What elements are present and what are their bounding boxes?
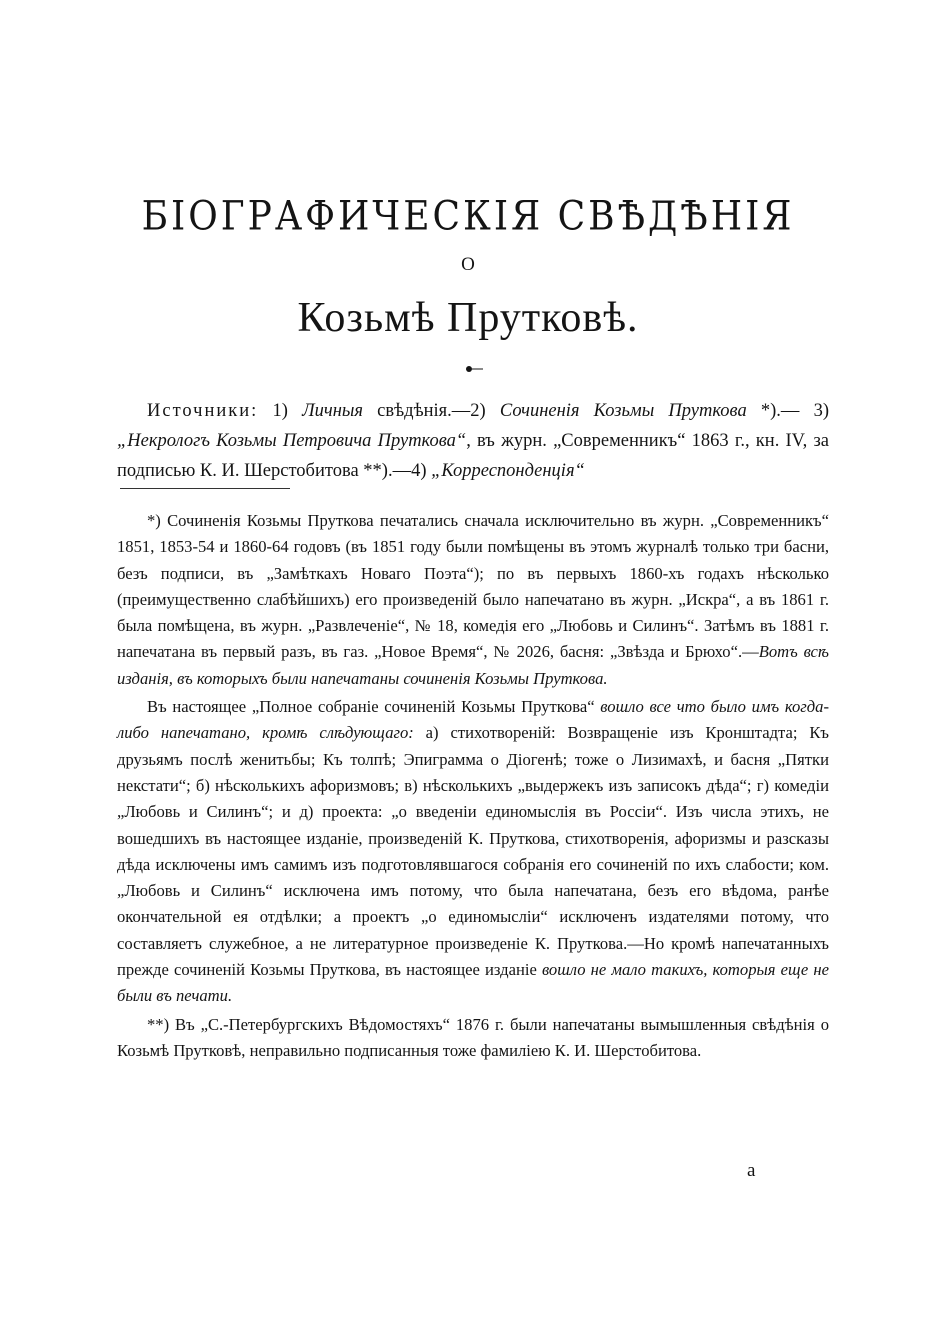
ornament-divider-icon	[458, 364, 484, 374]
footnote-separator	[120, 488, 290, 489]
footnote-1-continuation	[117, 694, 829, 1010]
footnote-1-tail: Вотъ всѣ изданія, въ которыхъ были напечатаны сочиненія Козьмы Пруткова.	[117, 642, 829, 688]
subject-name: Козьмѣ Прутковѣ.	[297, 295, 639, 341]
footnote-1-cont-b: вошло все что было имъ когда-либо напечатано, кромѣ слѣдующаго:	[117, 697, 829, 743]
footnote-2-text: **) Въ „С.-Петербургскихъ Вѣдомостяхъ“ 1876 г. были напечатаны вымышленныя свѣдѣнія о Козьмѣ Прутковѣ, неправильно подписанныя тоже фамиліею К. И. Шерстобитова.	[117, 1014, 829, 1060]
source-1: Личныя	[302, 401, 364, 421]
sources-paragraph	[117, 396, 829, 486]
source-3: „Некрологъ Козьмы Петровича Пруткова“	[117, 431, 467, 451]
source-4: „Корреспонденція“	[431, 461, 585, 481]
footnote-1-text: *) Сочиненія Козьмы Пруткова печатались сначала исключительно въ журн. „Современникъ“ 1851, 1853-54 и 1860-64 годовъ (въ 1851 году были помѣщены въ этомъ журналѣ только три басни, безъ подписи, въ „Замѣткахъ Новаго Поэта“); по въ первыхъ 1860-хъ годахъ нѣсколько (преимущественно слабѣйшихъ) его произведеній было напечатано въ журн. „Искра“, а въ 1861 г. была помѣщена, въ журн. „Развлеченіе“, № 18, комедія его „Любовь и Силинъ“. Затѣмъ въ 1881 г. напечатана въ первый разъ, въ газ. „Новое Время“, № 2026, басня: „Звѣзда и Брюхо“.—	[117, 511, 829, 662]
source-2: Сочиненія Козьмы Пруткова	[499, 401, 747, 421]
footnote-1-cont-d: вошло не мало такихъ, которыя еще не были въ печати.	[117, 960, 829, 1006]
footnote-1-cont-c: а) стихотвореній: Возвращеніе изъ Кронштадта; Къ друзьямъ послѣ женитьбы; Къ толпѣ; Эпиграмма о Діогенѣ; тоже о Лизимахѣ, и басня „Пятки некстати“; б) нѣсколькихъ афоризмовъ; в) нѣсколькихъ „выдержекъ изъ записокъ дѣда“; г) комедіи „Любовь и Силинъ“; и д) проекта: „о введеніи единомыслія въ Россіи“. Изъ числа этихъ, не вошедшихъ въ настоящее изданіе, произведеній К. Пруткова, стихотворенія, афоризмы и разсказы дѣда исключены имъ самимъ изъ подготовлявшагося собранія его сочиненій по ихъ слабости; ком. „Любовь и Силинъ“ исключена имъ потому, что была напечатана, безъ его вѣдома, ранѣе окончательной ея отдѣлки; а проектъ „о единомысліи“ исключенъ издателями потому, что составляетъ служебное, а не литературное произведеніе К. Пруткова.—Но кромѣ напечатанныхъ прежде сочиненій Козьмы Пруткова, въ настоящее изданіе	[117, 723, 829, 980]
source-1-rest: свѣдѣнія.—2)	[363, 401, 500, 421]
sources-label: Источники:	[147, 401, 259, 421]
footnote-1	[117, 508, 829, 692]
footnote-1-cont-a: Въ настоящее „Полное собраніе сочиненій Козьмы Пруткова“	[147, 697, 601, 717]
signature-mark: а	[747, 1160, 756, 1181]
source-2-rest: *).— 3)	[746, 401, 829, 421]
source-3-rest: , въ журн. „Современникъ“ 1863 г., кн. IV, за подписью К. И. Шерстобитова **).—4)	[117, 431, 829, 481]
title-preposition: О	[461, 254, 475, 275]
source-1-number: 1)	[258, 401, 303, 421]
page-title: БІОГРАФИЧЕСКІЯ СВѢДѢНІЯ	[141, 193, 795, 240]
footnotes	[117, 508, 829, 1064]
footnote-2	[117, 1012, 829, 1065]
